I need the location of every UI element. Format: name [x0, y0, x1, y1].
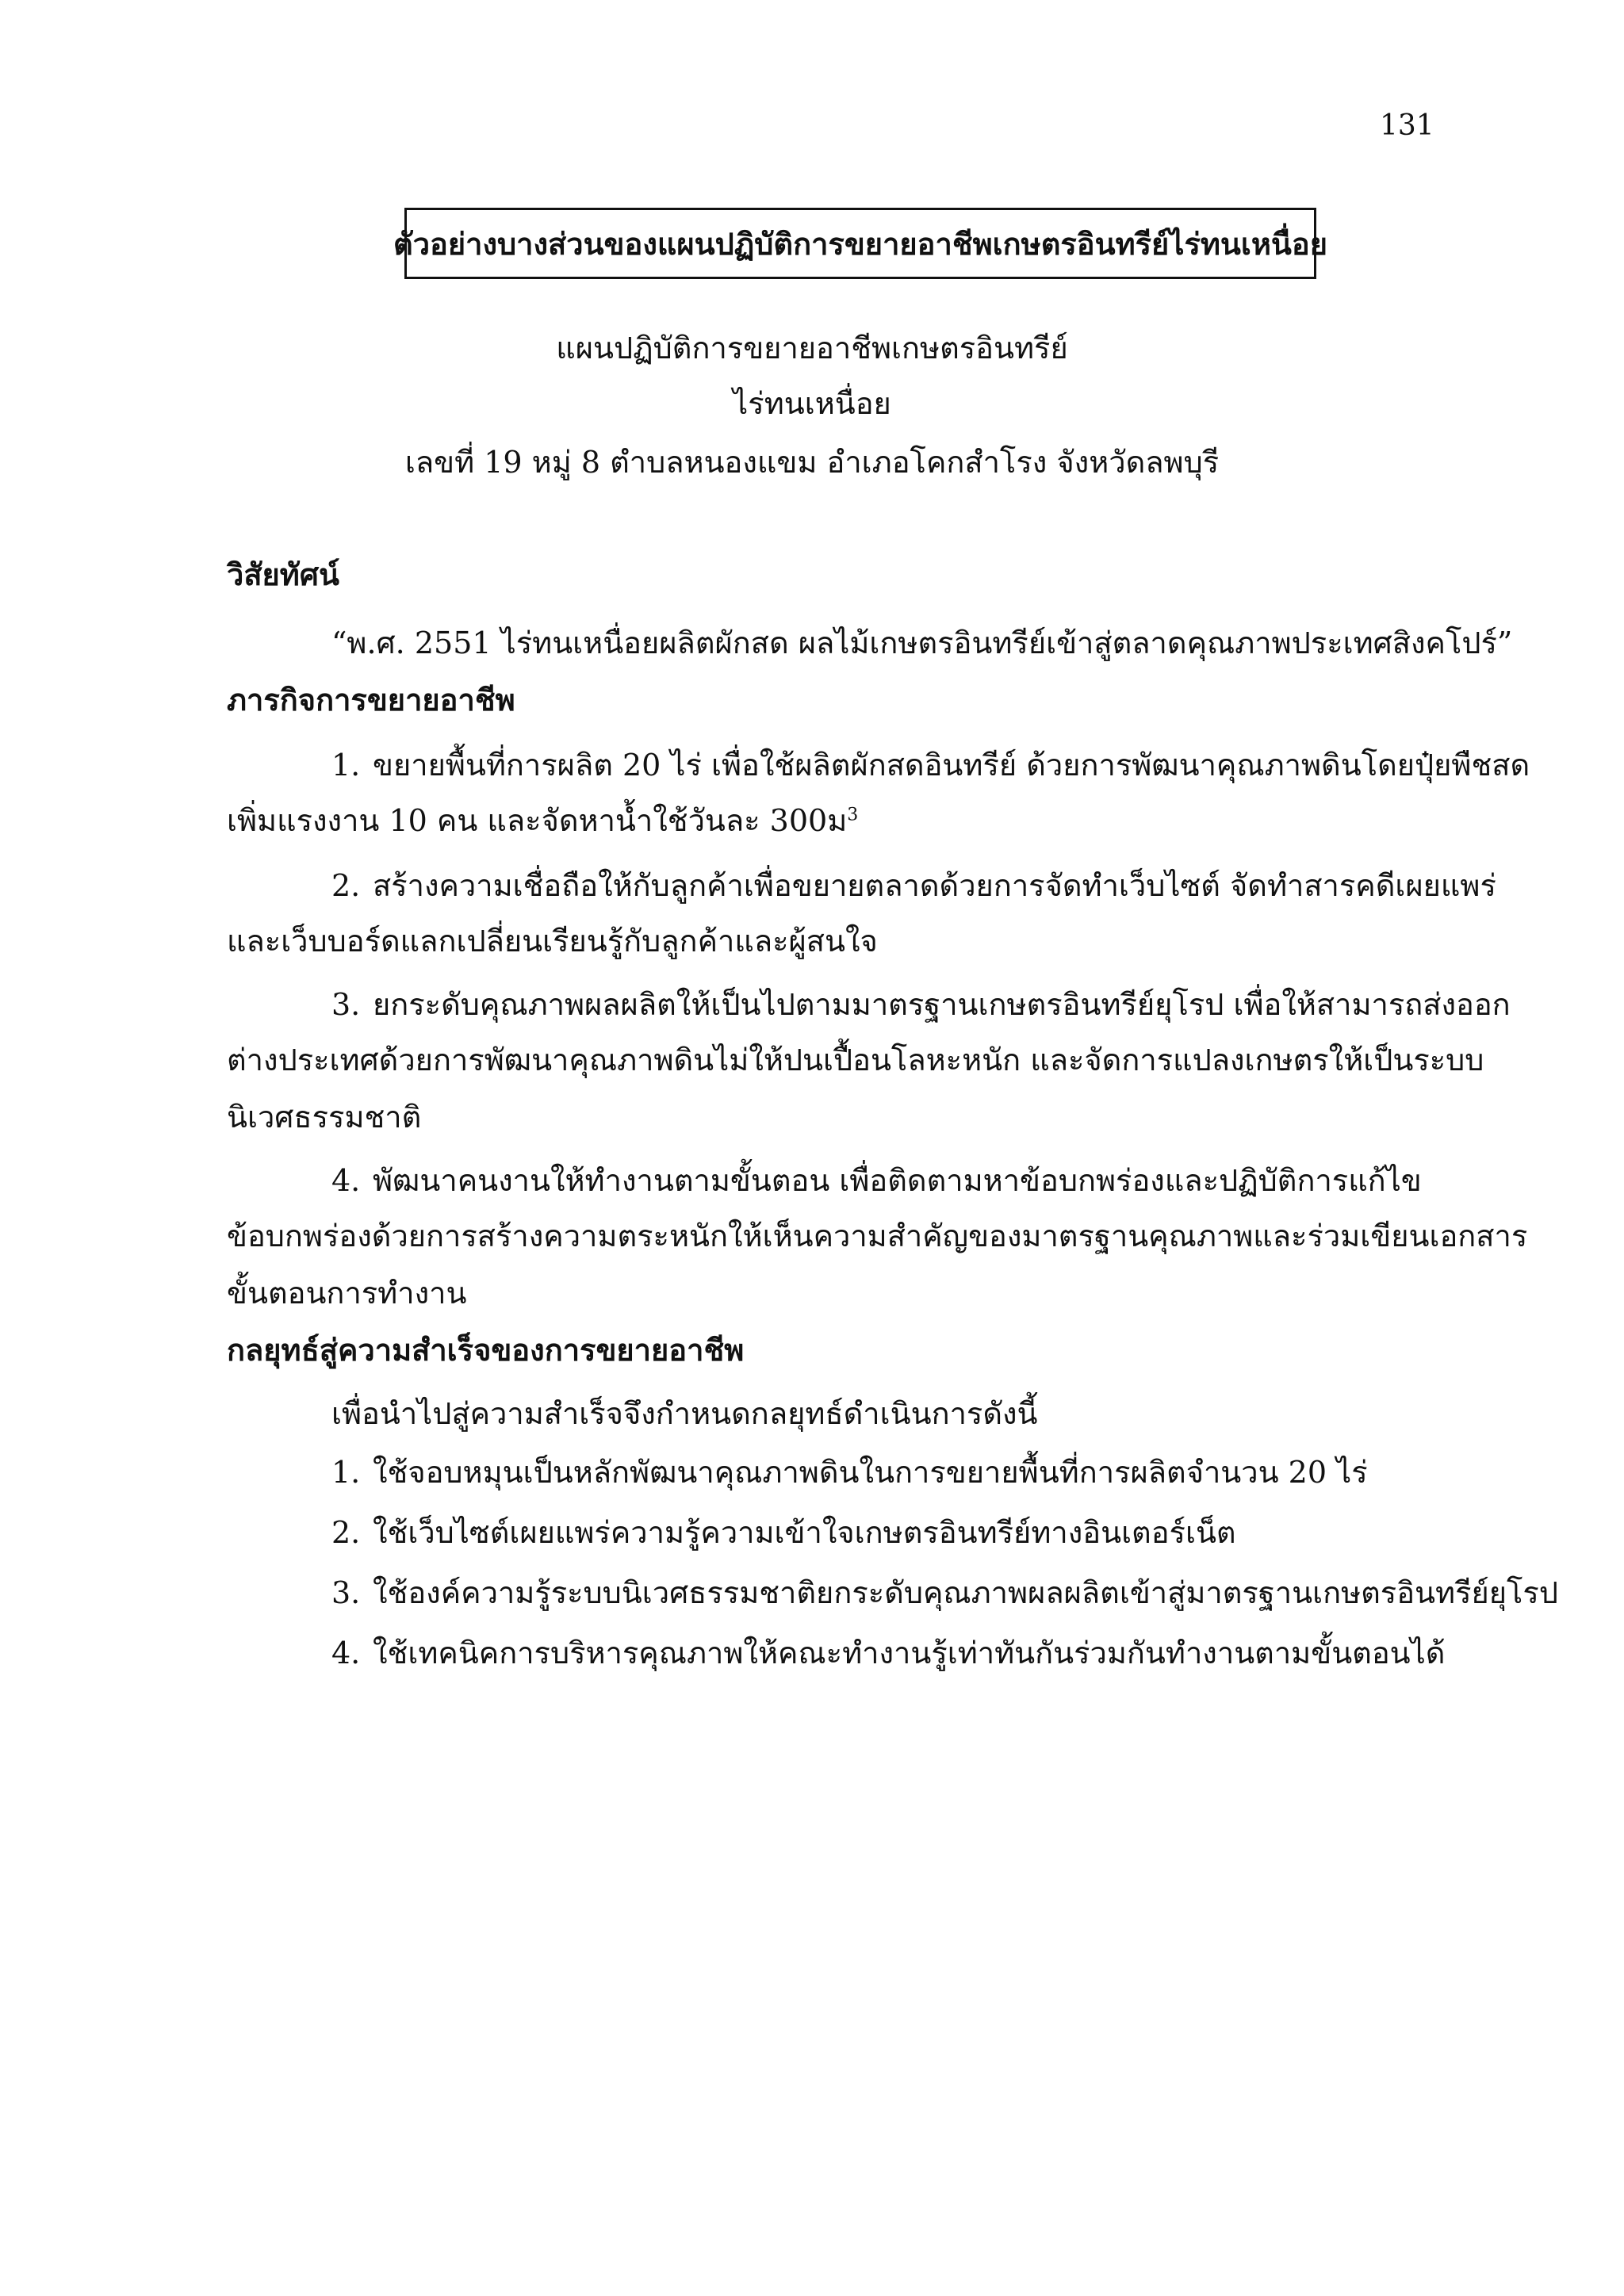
- mission-item-4-number: 4.: [331, 1163, 361, 1198]
- strategy-intro: เพื่อนำไปสู่ความสำเร็จจึงกำหนดกลยุทธ์ดำเนินการดังนี้: [331, 1396, 1038, 1431]
- mission-item-1-line-2: [227, 796, 858, 844]
- vision-text: “พ.ศ. 2551 ไร่ทนเหนื่อยผลิตผักสด ผลไม้เกษตรอินทรีย์เข้าสู่ตลาดคุณภาพประเทศสิงคโปร์”: [331, 626, 1513, 660]
- mission-item-1-number: 1.: [331, 748, 361, 783]
- strategy-item-2: [331, 1508, 1236, 1556]
- strategy-item-1-number: 1.: [331, 1455, 361, 1490]
- mission-item-3-line-2: ต่างประเทศด้วยการพัฒนาคุณภาพดินไม่ให้ปนเปื้อนโลหะหนัก และจัดการแปลงเกษตรให้เป็นระบบ: [227, 1043, 1484, 1077]
- mission-item-3-line-3: นิเวศธรรมชาติ: [227, 1100, 422, 1135]
- title-box: [393, 208, 1327, 279]
- strategy-item-3-number: 3.: [331, 1575, 361, 1610]
- strategy-heading: กลยุทธ์สู่ความสำเร็จของการขยายอาชีพ: [227, 1332, 745, 1368]
- mission-item-4-text: พัฒนาคนงานให้ทำงานตามขั้นตอน เพื่อติดตามหาข้อบกพร่องและปฏิบัติการแก้ไข: [373, 1163, 1422, 1198]
- mission-item-4-line-2: ข้อบกพร่องด้วยการสร้างความตระหนักให้เห็นความสำคัญของมาตรฐานคุณภาพและร่วมเขียนเอกสาร: [227, 1219, 1528, 1253]
- header-line-1: แผนปฏิบัติการขยายอาชีพเกษตรอินทรีย์: [556, 331, 1068, 365]
- strategy-item-2-number: 2.: [331, 1515, 361, 1550]
- strategy-item-1: [331, 1448, 1368, 1496]
- strategy-item-4-text: ใช้เทคนิคการบริหารคุณภาพให้คณะทำงานรู้เท่าทันกันร่วมกันทำงานตามขั้นตอนได้: [373, 1636, 1446, 1670]
- mission-item-2-number: 2.: [331, 868, 361, 903]
- mission-item-3-line-1: [331, 980, 1511, 1028]
- page-number: 131: [1380, 109, 1434, 142]
- vision-heading: วิสัยทัศน์: [227, 557, 339, 592]
- strategy-item-3: [331, 1568, 1558, 1617]
- mission-item-3-text: ยกระดับคุณภาพผลผลิตให้เป็นไปตามมาตรฐานเกษตรอินทรีย์ยุโรป เพื่อให้สามารถส่งออก: [373, 987, 1511, 1022]
- mission-item-2-text: สร้างความเชื่อถือให้กับลูกค้าเพื่อขยายตลาดด้วยการจัดทำเว็บไซต์ จัดทำสารคดีเผยแพร่: [373, 868, 1496, 903]
- box-title: ตัวอย่างบางส่วนของแผนปฏิบัติการขยายอาชีพเกษตรอินทรีย์ไร่ทนเหนื่อย: [393, 225, 1327, 262]
- mission-item-4-line-3: ขั้นตอนการทำงาน: [227, 1276, 467, 1311]
- mission-item-3-number: 3.: [331, 987, 361, 1022]
- header-line-2: ไร่ทนเหนื่อย: [733, 386, 891, 421]
- strategy-item-3-text: ใช้องค์ความรู้ระบบนิเวศธรรมชาติยกระดับคุณภาพผลผลิตเข้าสู่มาตรฐานเกษตรอินทรีย์ยุโรป: [373, 1575, 1558, 1610]
- mission-item-4-line-1: [331, 1156, 1422, 1204]
- superscript: 3: [847, 805, 859, 825]
- mission-item-1-text-2: เพิ่มแรงงาน 10 คน และจัดหาน้ำใช้วันละ 300ม: [227, 803, 848, 838]
- strategy-item-2-text: ใช้เว็บไซต์เผยแพร่ความรู้ความเข้าใจเกษตรอินทรีย์ทางอินเตอร์เน็ต: [373, 1515, 1236, 1550]
- mission-item-2-line-1: [331, 861, 1496, 909]
- mission-item-1-line-1: [331, 740, 1530, 789]
- mission-item-1-text: ขยายพื้นที่การผลิต 20 ไร่ เพื่อใช้ผลิตผักสดอินทรีย์ ด้วยการพัฒนาคุณภาพดินโดยปุ๋ยพืชสด: [373, 748, 1530, 783]
- strategy-item-4-number: 4.: [331, 1636, 361, 1670]
- mission-heading: ภารกิจการขยายอาชีพ: [227, 682, 515, 718]
- strategy-item-4: [331, 1628, 1445, 1677]
- mission-item-2-line-2: และเว็บบอร์ดแลกเปลี่ยนเรียนรู้กับลูกค้าและผู้สนใจ: [227, 924, 878, 959]
- header-line-3: เลขที่ 19 หมู่ 8 ตำบลหนองแขม อำเภอโคกสำโรง จังหวัดลพบุรี: [404, 445, 1220, 480]
- strategy-item-1-text: ใช้จอบหมุนเป็นหลักพัฒนาคุณภาพดินในการขยายพื้นที่การผลิตจำนวน 20 ไร่: [373, 1455, 1368, 1490]
